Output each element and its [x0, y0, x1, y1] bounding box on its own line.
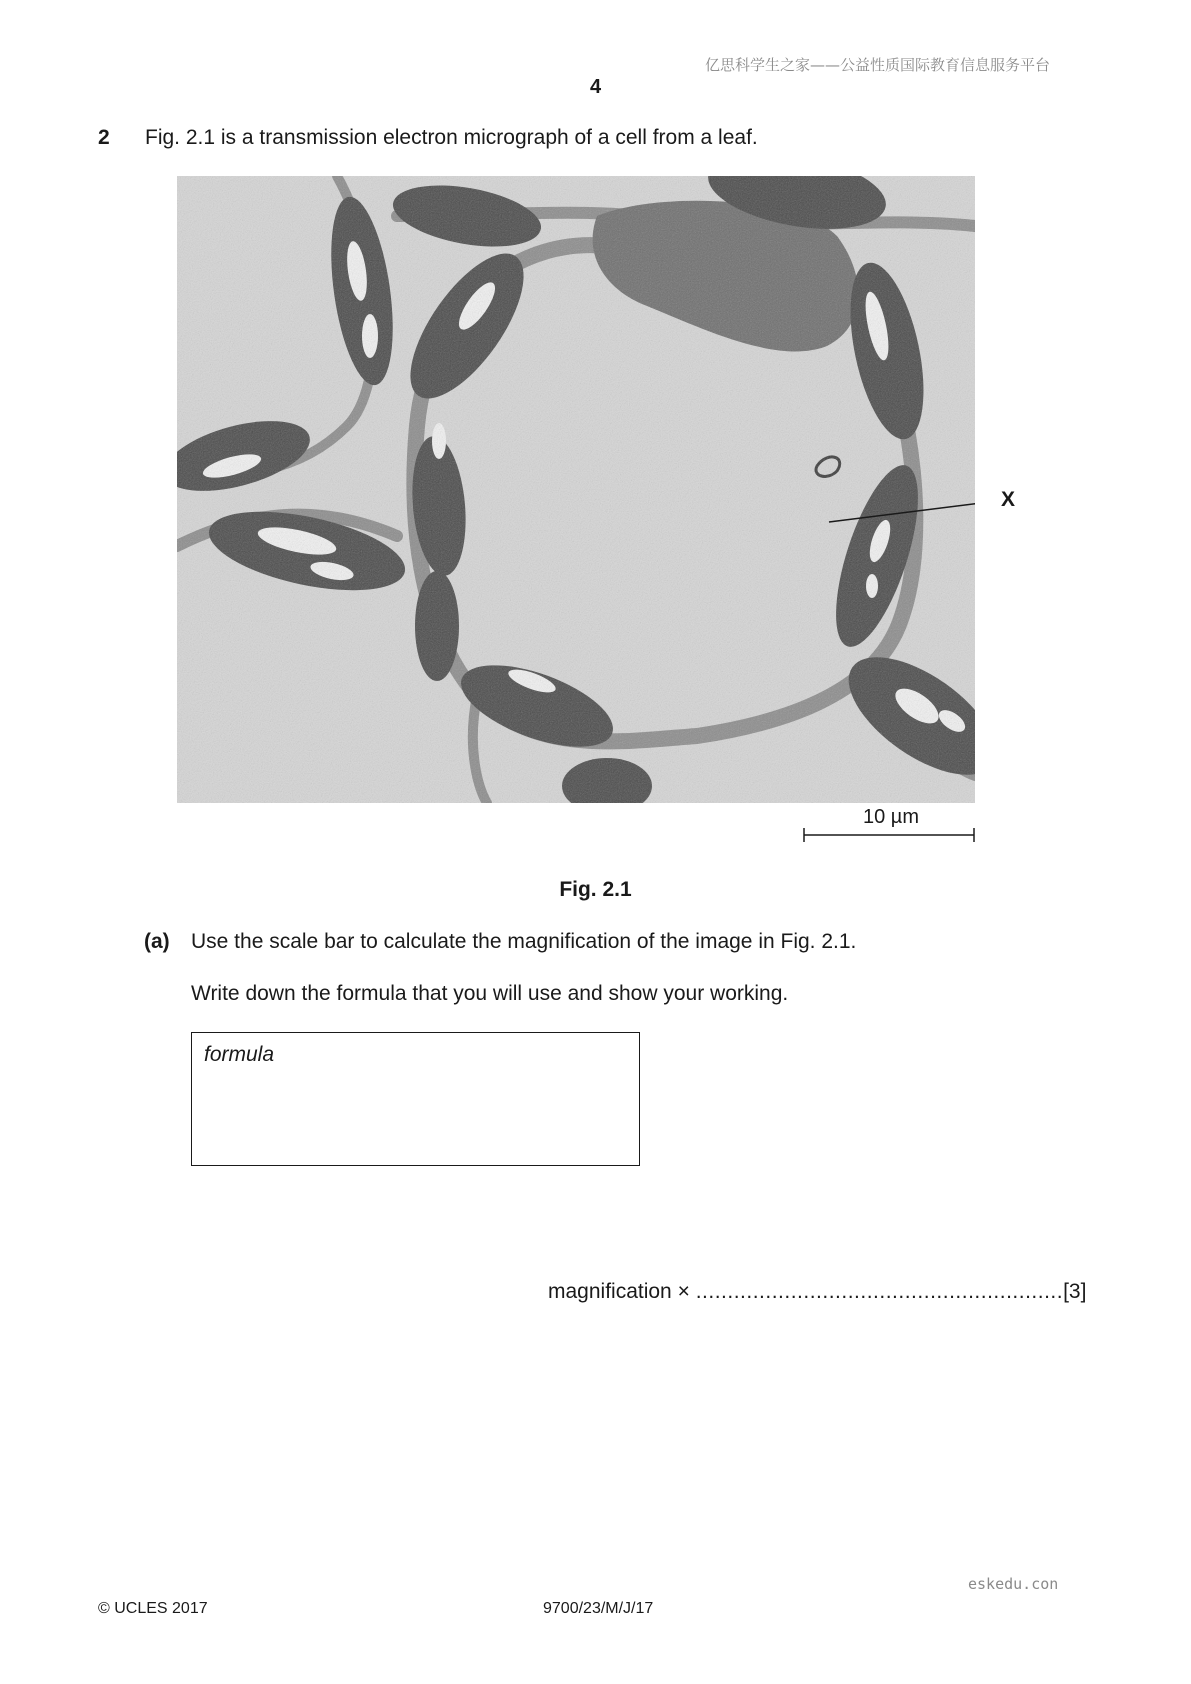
- part-a-instruction: Write down the formula that you will use and show your working.: [191, 982, 789, 1005]
- part-a-text: Use the scale bar to calculate the magnification of the image in Fig. 2.1.: [191, 930, 857, 953]
- scale-bar: [803, 827, 975, 843]
- part-a-label: (a): [144, 930, 170, 953]
- footer-watermark: eskedu.con: [968, 1575, 1059, 1593]
- header-watermark: 亿思科学生之家——公益性质国际教育信息服务平台: [704, 56, 1050, 74]
- magnification-answer-line[interactable]: [548, 1280, 1086, 1304]
- formula-label: formula: [204, 1043, 275, 1066]
- electron-micrograph: [177, 176, 975, 803]
- figure-caption: Fig. 2.1: [559, 878, 632, 901]
- question-stem: Fig. 2.1 is a transmission electron micrograph of a cell from a leaf.: [145, 126, 758, 149]
- paper-code: 9700/23/M/J/17: [543, 1600, 654, 1617]
- scale-bar-label: 10 µm: [863, 806, 919, 828]
- copyright: © UCLES 2017: [98, 1600, 208, 1617]
- label-x: X: [1001, 488, 1016, 511]
- page-number: 4: [589, 76, 602, 98]
- question-number: 2: [98, 126, 110, 149]
- answer-dots: ..........................................................: [695, 1280, 1064, 1303]
- answer-prefix: magnification ×: [548, 1280, 690, 1303]
- formula-answer-box[interactable]: [191, 1032, 640, 1166]
- marks: [3]: [1063, 1280, 1087, 1303]
